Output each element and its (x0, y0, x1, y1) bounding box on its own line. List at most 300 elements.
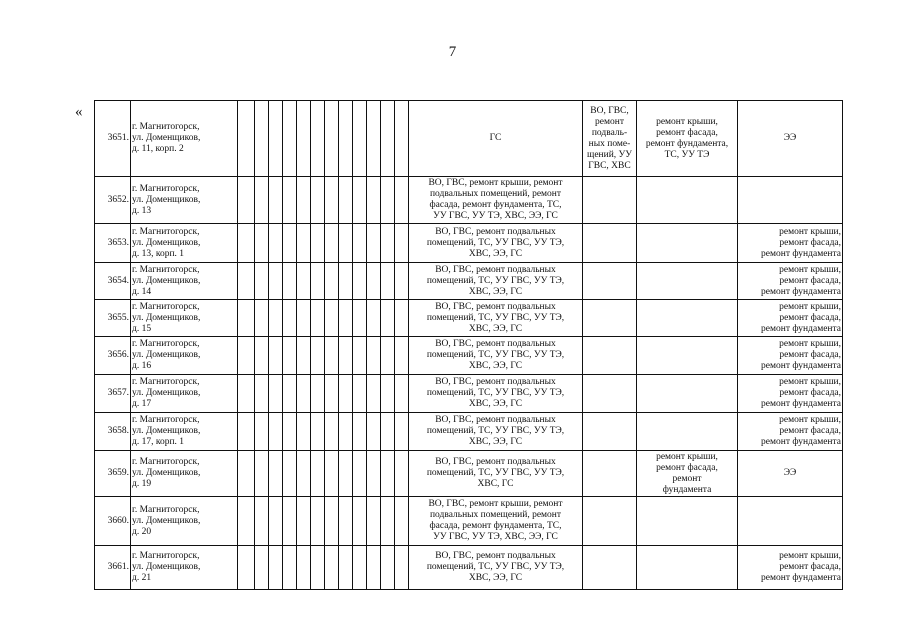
empty-cell (367, 300, 381, 337)
address-line: г. Магнитогорск, (132, 122, 200, 132)
works-cell-a-line: ХВС, ЭЭ, ГС (468, 399, 523, 409)
address-line: ул. Доменщиков, (132, 133, 201, 143)
empty-cell (311, 413, 325, 451)
address-line: ул. Доменщиков, (132, 350, 201, 360)
empty-cell (367, 101, 381, 177)
address-line: ул. Доменщиков, (132, 468, 201, 478)
address-cell (131, 375, 238, 413)
housing-register-table (94, 100, 843, 590)
empty-cell (297, 497, 311, 546)
row-number: 3654. (95, 263, 131, 300)
empty-cell (339, 546, 353, 590)
empty-cell (283, 546, 297, 590)
empty-cell (311, 263, 325, 300)
empty-cell (297, 451, 311, 497)
empty-cell (283, 337, 297, 375)
empty-cell (311, 546, 325, 590)
works-cell-d-line: ремонт фундамента (761, 248, 841, 259)
empty-cell (269, 337, 283, 375)
address-line: ул. Доменщиков, (132, 275, 201, 286)
empty-cell (269, 546, 283, 590)
works-cell-d-line: ремонт крыши, (779, 377, 841, 387)
empty-cell (325, 177, 339, 224)
empty-cell (339, 375, 353, 413)
empty-cell (269, 263, 283, 300)
empty-cell (283, 375, 297, 413)
works-cell-b (583, 337, 637, 375)
empty-cell (381, 263, 395, 300)
address-line: г. Магнитогорск, (132, 183, 200, 194)
empty-cell (238, 451, 255, 497)
works-cell-c-line: ремонт крыши, (656, 451, 718, 462)
address-line: д. 20 (132, 526, 152, 537)
works-cell-d-line: ремонт крыши, (779, 415, 841, 425)
empty-cell (297, 413, 311, 451)
empty-cell (269, 451, 283, 497)
address-line: ул. Доменщиков, (132, 562, 201, 572)
works-cell-d-line: ремонт крыши, (779, 264, 841, 275)
works-cell-a-line: фасада, ремонт фундамента, ТС, (429, 200, 562, 210)
empty-cell (339, 300, 353, 337)
works-cell-c (637, 300, 738, 337)
address-cell (131, 224, 238, 263)
empty-cell (395, 375, 409, 413)
works-cell-a-line: ВО, ГВС, ремонт подвальных (435, 226, 556, 237)
works-cell-d (738, 177, 843, 224)
empty-cell (325, 300, 339, 337)
works-cell-a-line: помещений, ТС, УУ ГВС, УУ ТЭ, (426, 350, 565, 360)
works-cell-a-line: ГС (489, 133, 502, 143)
works-cell-a-line: ВО, ГВС, ремонт подвальных (435, 551, 556, 561)
works-cell-b (583, 546, 637, 590)
works-cell-b (583, 300, 637, 337)
empty-cell (297, 263, 311, 300)
row-number: 3651. (95, 101, 131, 177)
works-cell-d (738, 546, 843, 590)
works-cell-b (583, 177, 637, 224)
works-cell-a-line: ВО, ГВС, ремонт подвальных (435, 415, 556, 425)
empty-cell (255, 451, 269, 497)
works-cell-d-line: ремонт фундамента (761, 399, 841, 409)
empty-cell (238, 375, 255, 413)
works-cell-a-line: ХВС, ЭЭ, ГС (468, 437, 523, 447)
works-cell-a-line: ВО, ГВС, ремонт подвальных (435, 339, 556, 349)
works-cell-b (583, 224, 637, 263)
empty-cell (238, 337, 255, 375)
empty-cell (297, 546, 311, 590)
empty-cell (367, 497, 381, 546)
address-line: г. Магнитогорск, (132, 551, 200, 561)
works-cell-a (409, 263, 583, 300)
works-cell-a (409, 375, 583, 413)
empty-cell (339, 413, 353, 451)
address-line: г. Магнитогорск, (132, 226, 200, 237)
empty-cell (297, 177, 311, 224)
row-number: 3652. (95, 177, 131, 224)
works-cell-a (409, 224, 583, 263)
works-cell-a-line: ВО, ГВС, ремонт подвальных (435, 377, 556, 387)
row-number: 3658. (95, 413, 131, 451)
row-number: 3655. (95, 300, 131, 337)
empty-cell (381, 451, 395, 497)
row-number: 3653. (95, 224, 131, 263)
address-line: д. 21 (132, 573, 152, 583)
empty-cell (255, 224, 269, 263)
empty-cell (238, 177, 255, 224)
empty-cell (325, 337, 339, 375)
empty-cell (238, 413, 255, 451)
empty-cell (297, 300, 311, 337)
works-cell-b-line: ГВС, ХВС (588, 160, 631, 171)
address-line: д. 13 (132, 205, 152, 216)
works-cell-d (738, 413, 843, 451)
works-cell-d-line: ремонт фасада, (779, 426, 841, 436)
works-cell-c (637, 101, 738, 177)
empty-cell (353, 546, 367, 590)
empty-cell (269, 101, 283, 177)
works-cell-a-line: помещений, ТС, УУ ГВС, УУ ТЭ, (426, 468, 565, 478)
row-number: 3657. (95, 375, 131, 413)
empty-cell (367, 177, 381, 224)
empty-cell (325, 263, 339, 300)
empty-cell (353, 337, 367, 375)
works-cell-d-line: ремонт фасада, (779, 350, 841, 360)
works-cell-d (738, 300, 843, 337)
empty-cell (238, 497, 255, 546)
empty-cell (367, 375, 381, 413)
works-cell-a-line: помещений, ТС, УУ ГВС, УУ ТЭ, (426, 312, 565, 323)
table-row (95, 451, 843, 497)
empty-cell (283, 101, 297, 177)
address-line: д. 16 (132, 361, 152, 371)
empty-cell (395, 337, 409, 375)
empty-cell (395, 413, 409, 451)
row-number: 3659. (95, 451, 131, 497)
address-cell (131, 413, 238, 451)
works-cell-c (637, 263, 738, 300)
works-cell-a (409, 451, 583, 497)
empty-cell (238, 224, 255, 263)
works-cell-a-line: ВО, ГВС, ремонт подвальных (435, 264, 556, 275)
empty-cell (255, 337, 269, 375)
works-cell-c-line: ТС, УУ ТЭ (664, 149, 710, 160)
works-cell-c (637, 177, 738, 224)
empty-cell (395, 451, 409, 497)
address-cell (131, 546, 238, 590)
empty-cell (395, 263, 409, 300)
empty-cell (367, 413, 381, 451)
empty-cell (255, 413, 269, 451)
works-cell-d (738, 497, 843, 546)
empty-cell (339, 177, 353, 224)
works-cell-c (637, 497, 738, 546)
empty-cell (367, 224, 381, 263)
works-cell-d-line: ремонт крыши, (779, 226, 841, 237)
empty-cell (255, 497, 269, 546)
address-line: д. 17 (132, 399, 152, 409)
address-line: ул. Доменщиков, (132, 237, 201, 248)
empty-cell (325, 101, 339, 177)
address-line: ул. Доменщиков, (132, 515, 201, 526)
empty-cell (395, 546, 409, 590)
empty-cell (367, 263, 381, 300)
empty-cell (297, 101, 311, 177)
empty-cell (311, 375, 325, 413)
empty-cell (381, 177, 395, 224)
empty-cell (283, 263, 297, 300)
address-line: г. Магнитогорск, (132, 457, 200, 467)
works-cell-d-line: ремонт крыши, (779, 551, 841, 561)
works-cell-c (637, 375, 738, 413)
address-line: ул. Доменщиков, (132, 194, 201, 205)
works-cell-a-line: помещений, ТС, УУ ГВС, УУ ТЭ, (426, 562, 565, 572)
works-cell-a-line: ВО, ГВС, ремонт крыши, ремонт (428, 178, 563, 188)
table-row (95, 546, 843, 590)
works-cell-a (409, 300, 583, 337)
works-cell-a-line: помещений, ТС, УУ ГВС, УУ ТЭ, (426, 388, 565, 398)
empty-cell (381, 337, 395, 375)
empty-cell (353, 177, 367, 224)
works-cell-c (637, 413, 738, 451)
empty-cell (255, 177, 269, 224)
empty-cell (325, 375, 339, 413)
empty-cell (269, 300, 283, 337)
empty-cell (381, 300, 395, 337)
empty-cell (269, 413, 283, 451)
works-cell-d-line: ремонт фундамента (761, 361, 841, 371)
empty-cell (269, 375, 283, 413)
empty-cell (339, 337, 353, 375)
empty-cell (395, 101, 409, 177)
works-cell-a-line: ХВС, ЭЭ, ГС (468, 573, 523, 583)
works-cell-a-line: ХВС, ЭЭ, ГС (468, 323, 523, 334)
table-row (95, 337, 843, 375)
empty-cell (353, 300, 367, 337)
works-cell-b-line: ремонт (595, 116, 624, 127)
empty-cell (381, 224, 395, 263)
address-cell (131, 101, 238, 177)
works-cell-b-line: подваль- (591, 127, 628, 138)
empty-cell (255, 263, 269, 300)
works-cell-c (637, 224, 738, 263)
works-cell-a-line: ХВС, ЭЭ, ГС (468, 286, 523, 297)
works-cell-a-line: подвальных помещений, ремонт (429, 189, 562, 199)
address-line: г. Магнитогорск, (132, 339, 200, 349)
empty-cell (283, 451, 297, 497)
empty-cell (255, 546, 269, 590)
empty-cell (353, 101, 367, 177)
works-cell-a-line: ХВС, ГС (477, 479, 514, 489)
page-number: 7 (448, 44, 457, 60)
works-cell-a (409, 497, 583, 546)
empty-cell (255, 375, 269, 413)
empty-cell (283, 497, 297, 546)
works-cell-c-line: ремонт (672, 473, 702, 484)
table-row (95, 177, 843, 224)
works-cell-b-line: ВО, ГВС, (590, 105, 629, 116)
works-cell-d-line: ремонт фундамента (761, 573, 841, 583)
works-cell-d (738, 375, 843, 413)
empty-cell (353, 451, 367, 497)
address-line: г. Магнитогорск, (132, 264, 200, 275)
empty-cell (339, 224, 353, 263)
address-line: д. 19 (132, 479, 152, 489)
empty-cell (381, 101, 395, 177)
row-number: 3660. (95, 497, 131, 546)
works-cell-c-line: фундамента (662, 484, 712, 495)
empty-cell (283, 177, 297, 224)
works-cell-d-line: ремонт фасада, (779, 237, 841, 248)
empty-cell (238, 546, 255, 590)
address-line: д. 13, корп. 1 (132, 248, 185, 259)
empty-cell (395, 177, 409, 224)
table-row (95, 413, 843, 451)
works-cell-a-line: фасада, ремонт фундамента, ТС, (429, 521, 562, 531)
empty-cell (297, 375, 311, 413)
empty-cell (353, 263, 367, 300)
works-cell-c-line: ремонт фундамента, (645, 138, 729, 149)
works-cell-d-line: ремонт фасада, (779, 275, 841, 286)
works-cell-a-line: ВО, ГВС, ремонт подвальных (435, 301, 556, 312)
works-cell-a (409, 337, 583, 375)
empty-cell (339, 497, 353, 546)
empty-cell (311, 101, 325, 177)
address-line: г. Магнитогорск, (132, 377, 200, 387)
address-line: д. 11, корп. 2 (132, 144, 184, 154)
works-cell-b (583, 451, 637, 497)
works-cell-a (409, 546, 583, 590)
table-row (95, 263, 843, 300)
works-cell-d (738, 101, 843, 177)
works-cell-c (637, 337, 738, 375)
empty-cell (311, 451, 325, 497)
empty-cell (311, 337, 325, 375)
works-cell-c (637, 451, 738, 497)
empty-cell (395, 497, 409, 546)
address-line: ул. Доменщиков, (132, 388, 201, 398)
empty-cell (339, 101, 353, 177)
empty-cell (353, 413, 367, 451)
address-cell (131, 300, 238, 337)
works-cell-c (637, 546, 738, 590)
empty-cell (353, 375, 367, 413)
works-cell-a-line: УУ ГВС, УУ ТЭ, ХВС, ЭЭ, ГС (433, 211, 558, 221)
table-row (95, 224, 843, 263)
works-cell-d-line: ремонт крыши, (779, 339, 841, 349)
address-cell (131, 451, 238, 497)
empty-cell (283, 413, 297, 451)
works-cell-a-line: ВО, ГВС, ремонт подвальных (435, 457, 556, 467)
address-cell (131, 263, 238, 300)
empty-cell (381, 375, 395, 413)
empty-cell (381, 413, 395, 451)
works-cell-c-line: ремонт крыши, (656, 116, 718, 127)
empty-cell (367, 451, 381, 497)
opening-quote-mark: « (75, 104, 83, 120)
works-cell-b-line: щений, УУ (587, 149, 632, 160)
row-number: 3661. (95, 546, 131, 590)
table-row (95, 300, 843, 337)
works-cell-b (583, 413, 637, 451)
address-line: ул. Доменщиков, (132, 426, 201, 436)
works-cell-b (583, 497, 637, 546)
address-cell (131, 177, 238, 224)
empty-cell (311, 300, 325, 337)
address-line: д. 17, корп. 1 (132, 437, 185, 447)
works-cell-a (409, 101, 583, 177)
empty-cell (325, 497, 339, 546)
empty-cell (269, 497, 283, 546)
empty-cell (367, 337, 381, 375)
empty-cell (395, 300, 409, 337)
table-row (95, 375, 843, 413)
works-cell-d-line: ремонт фасада, (779, 388, 841, 398)
empty-cell (311, 224, 325, 263)
works-cell-d-line: ЭЭ (783, 468, 797, 478)
address-line: г. Магнитогорск, (132, 504, 200, 515)
works-cell-a-line: УУ ГВС, УУ ТЭ, ХВС, ЭЭ, ГС (433, 532, 558, 542)
empty-cell (381, 546, 395, 590)
address-line: ул. Доменщиков, (132, 312, 201, 323)
works-cell-b (583, 101, 637, 177)
works-cell-b (583, 263, 637, 300)
empty-cell (311, 497, 325, 546)
works-cell-c-line: ремонт фасада, (656, 127, 718, 138)
address-line: д. 15 (132, 323, 152, 334)
address-cell (131, 337, 238, 375)
empty-cell (353, 497, 367, 546)
works-cell-d-line: ЭЭ (783, 133, 797, 143)
works-cell-a-line: ХВС, ЭЭ, ГС (468, 248, 523, 259)
address-line: г. Магнитогорск, (132, 415, 200, 425)
empty-cell (238, 300, 255, 337)
works-cell-a-line: помещений, ТС, УУ ГВС, УУ ТЭ, (426, 275, 565, 286)
empty-cell (311, 177, 325, 224)
works-cell-a (409, 413, 583, 451)
empty-cell (297, 337, 311, 375)
empty-cell (325, 546, 339, 590)
empty-cell (339, 451, 353, 497)
works-cell-d-line: ремонт фундамента (761, 437, 841, 447)
works-cell-d-line: ремонт фундамента (761, 323, 841, 334)
works-cell-c-line: ремонт фасада, (656, 462, 718, 473)
empty-cell (325, 224, 339, 263)
table-row (95, 497, 843, 546)
works-cell-a-line: подвальных помещений, ремонт (429, 510, 562, 520)
empty-cell (353, 224, 367, 263)
empty-cell (283, 300, 297, 337)
address-line: д. 14 (132, 286, 152, 297)
address-cell (131, 497, 238, 546)
empty-cell (325, 413, 339, 451)
row-number: 3656. (95, 337, 131, 375)
empty-cell (238, 101, 255, 177)
empty-cell (297, 224, 311, 263)
works-cell-a-line: ХВС, ЭЭ, ГС (468, 361, 523, 371)
works-cell-d (738, 224, 843, 263)
empty-cell (269, 224, 283, 263)
table-row (95, 101, 843, 177)
works-cell-a-line: ВО, ГВС, ремонт крыши, ремонт (428, 499, 563, 509)
works-cell-d (738, 263, 843, 300)
works-cell-d (738, 337, 843, 375)
address-line: г. Магнитогорск, (132, 301, 200, 312)
works-cell-d-line: ремонт фасада, (779, 312, 841, 323)
works-cell-d-line: ремонт крыши, (779, 301, 841, 312)
empty-cell (381, 497, 395, 546)
empty-cell (325, 451, 339, 497)
works-cell-b (583, 375, 637, 413)
